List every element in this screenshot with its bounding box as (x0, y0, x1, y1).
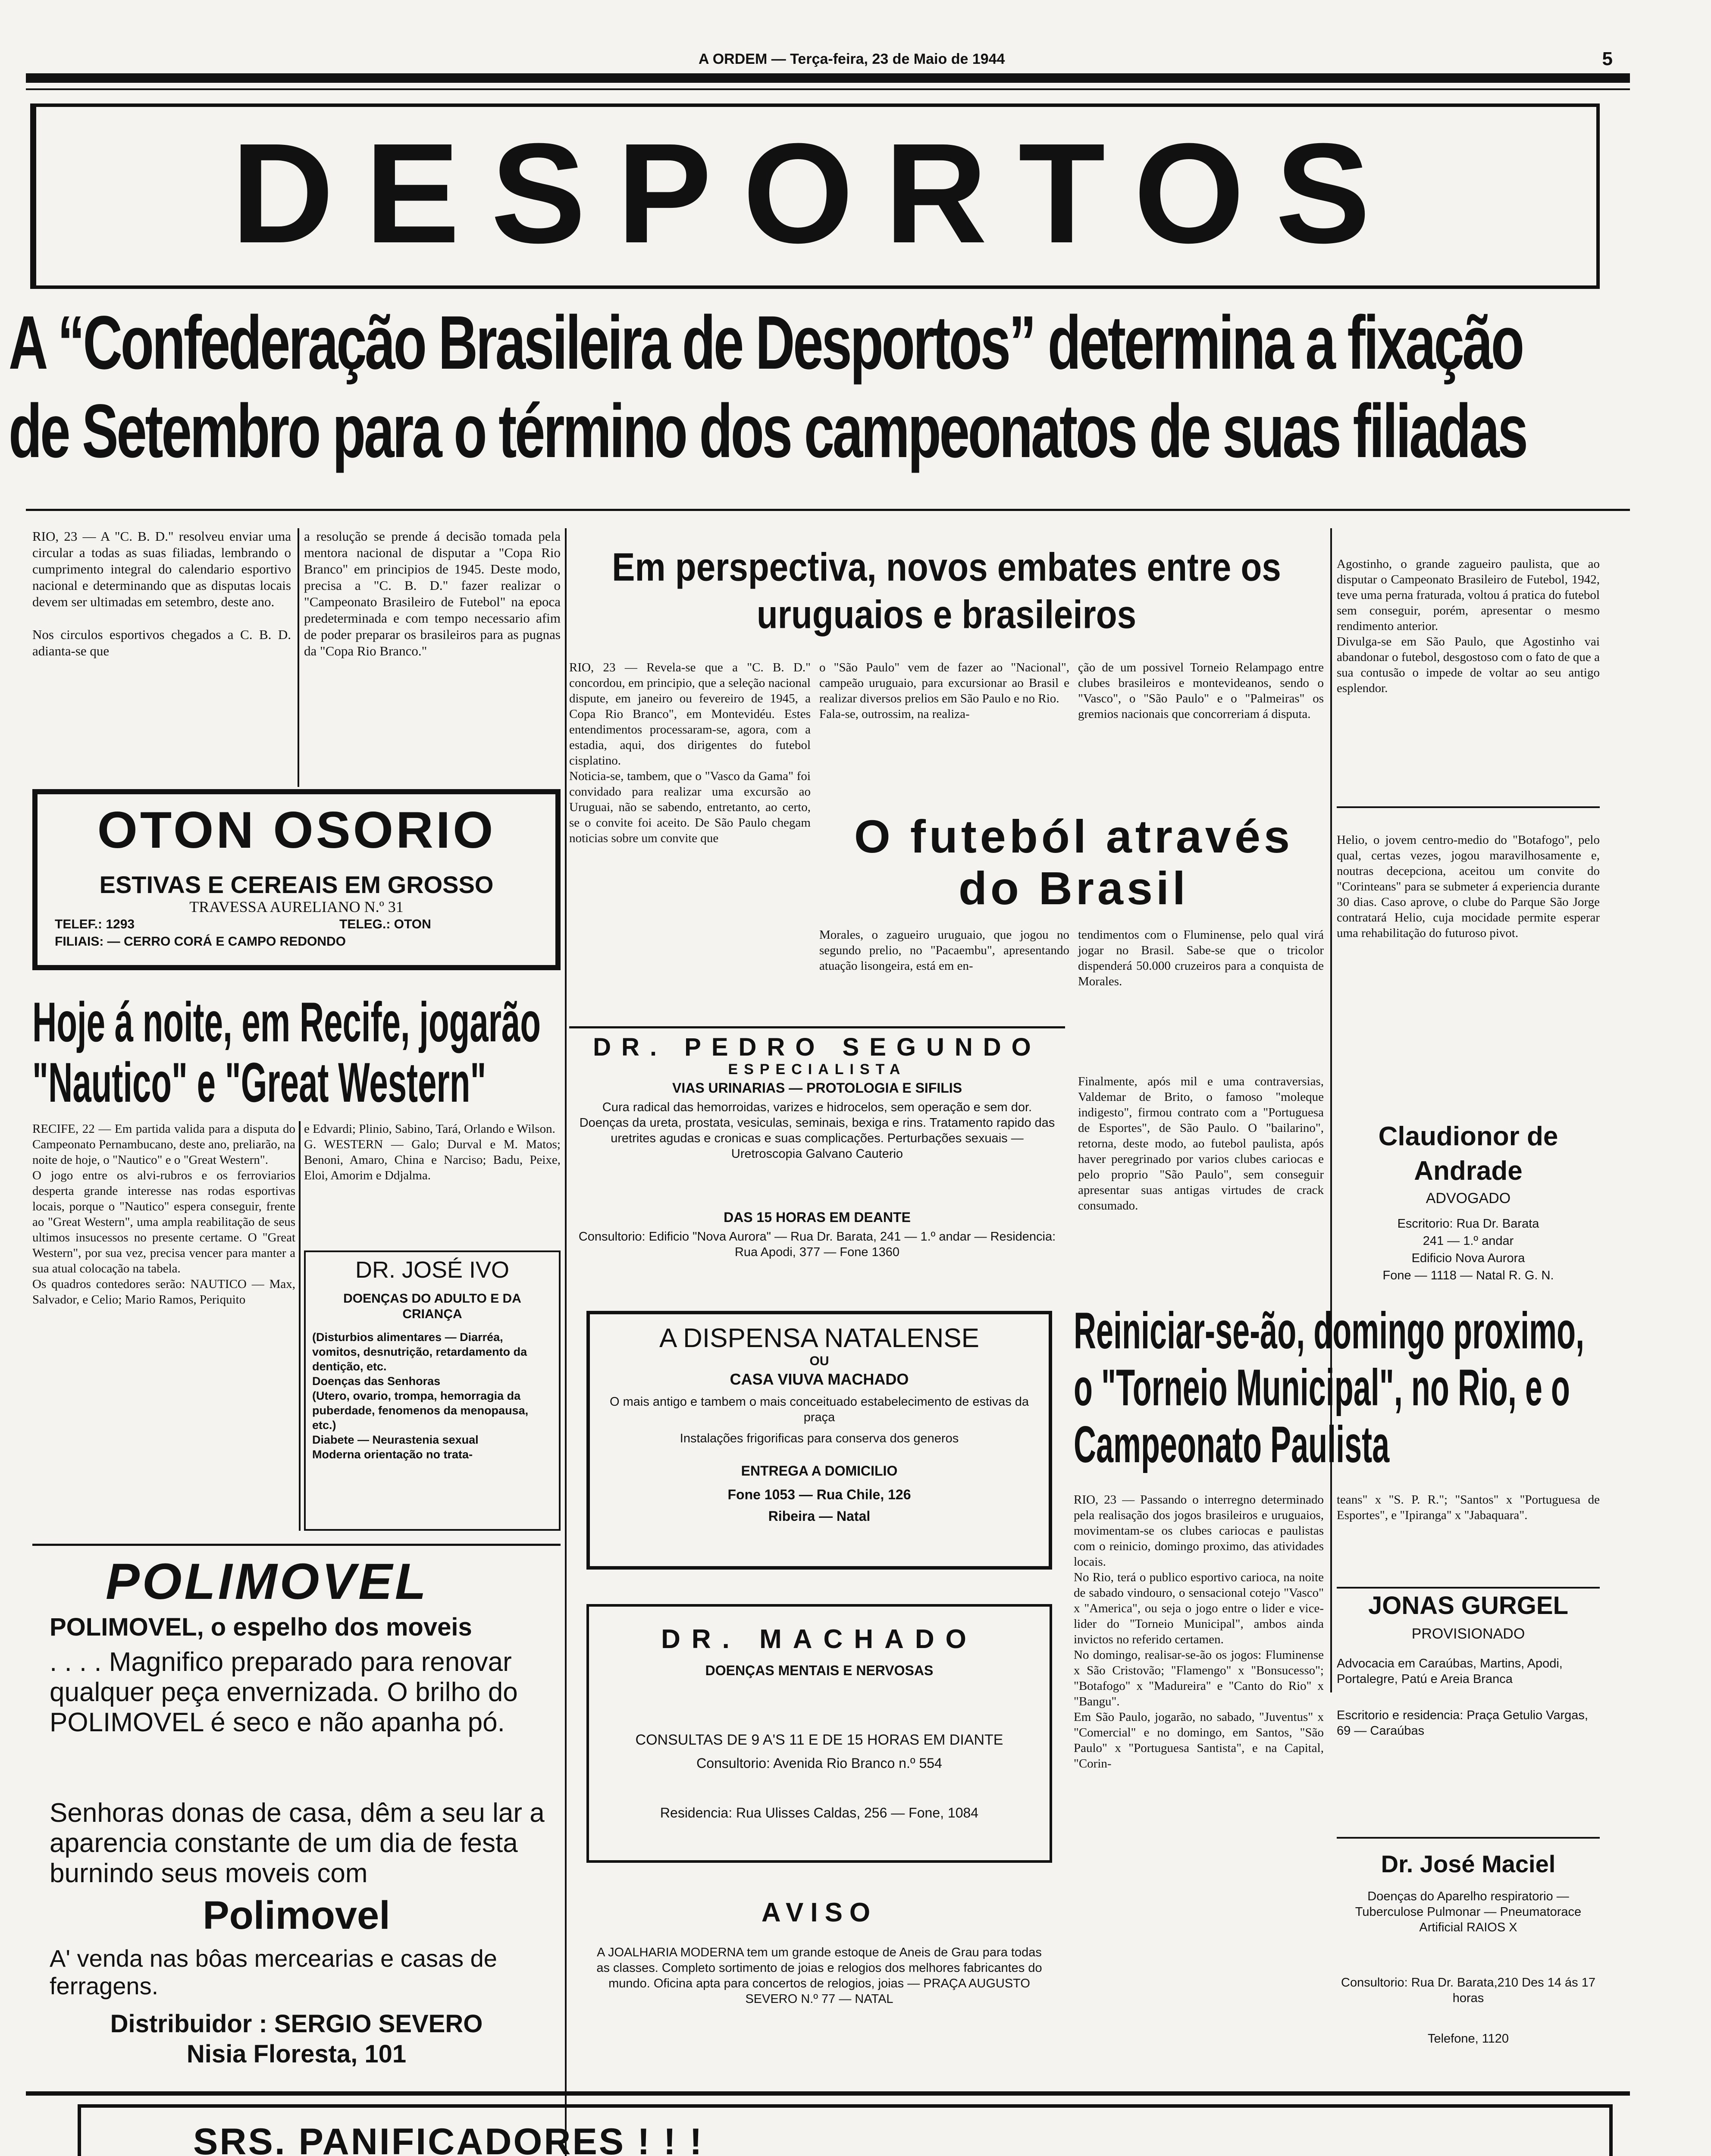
machado-consult: Consultorio: Avenida Rio Branco n.º 554 (696, 1755, 942, 1771)
mariposa-l1: SRS. PANIFICADORES ! ! ! (193, 2121, 704, 2156)
jonas-name: JONAS GURGEL (1368, 1592, 1569, 1620)
jose-ivo-specialty: DOENÇAS DO ADULTO E DA CRIANÇA (343, 1291, 521, 1321)
oton-osorio-ad (32, 789, 561, 970)
dispensa-title: A DISPENSA NATALENSE (659, 1323, 979, 1353)
agostinho-text: Agostinho, o grande zagueiro paulista, que ao disputar o Campeonato Brasileiro de Futebol, 1942, teve uma perna fraturada, voltou á pratica do futebol sem conseguir, porém, apresentar o mesmo rendimento anterior. Divulga-se em São Paulo, que Agostinho vai abandonar o futebol, desgostoso com o fato de que a sua contusão o impede de voltar ao seu antigo esplendor. (1337, 557, 1600, 695)
perspectiva-col1: RIO, 23 — Revela-se que a "C. B. D." concordou, em principio, que a seleção nacional dispute, em janeiro ou fevereiro de 1945, a Copa Rio Branco", em Montevidéu. Estes entendimentos processaram-se, agora, com a estadia, aqui, dos dirigentes do futebol cisplatino. Noticia-se, tambem, que o "Vasco da Gama" foi convidado para realizar uma excursão ao Uruguai, não se sabendo, entretanto, ao certo, se o convite foi aceito. De São Paulo chegam noticias sobre um convite que (569, 661, 811, 845)
jonas-ad (1337, 1591, 1600, 1807)
torneio-col1: RIO, 23 — Passando o interregno determinado pela realisação dos jogos brasileiros e uruguaios, movimentam-se os clubes cariocas e paulistas com o reinicio, domingo proximo, das atividades locais. No Rio, terá o publico esportivo carioca, na noite de sabado vindouro, o sensacional cotejo "Vasco" x "America", ou seja o jogo entre o lider e vice-lider do "Torneio Municipal", ambos ainda invictos no referido certamen. No domingo, realisar-se-ão os jogos: Fluminense x São Cristovão; "Flamengo" x "Bonsucesso"; "Botafogo" x "Madureira" e "Canto do Rio" x "Bangu". Em São Paulo, jogarão, no sabado, "Juventus" x "Comercial" e no domingo, em Santos, "São Paulo" x "Portuguesa Santista", e na Capital, "Corin- (1074, 1493, 1324, 1771)
oton-tel1: TELEF.: 1293 (55, 917, 135, 931)
pedro-hours: DAS 15 HORAS EM DEANTE (724, 1210, 911, 1225)
top-rule-thin (26, 88, 1630, 90)
pedro-name: DR. PEDRO SEGUNDO (593, 1033, 1041, 1061)
headline-line-2: de Setembro para o término dos campeonatos de suas filiadas (9, 389, 1526, 473)
helio-text: Helio, o jovem centro-medio do "Botafogo", pelo qual, certas vezes, jogou maravilhosamente e, noutras decepciona, aceitou um convite do "Corinteans" para se submeter á experiencia durante 30 dias. Caso aprove, o clube do Parque São Jorge contratará Helio, cuja mocidade permite esperar uma rehabilitação do futuroso pivot. (1337, 833, 1600, 940)
rule (1337, 1587, 1600, 1589)
dispensa-text2: Instalações frigorificas para conserva dos generos (680, 1432, 959, 1445)
oton-filiais: FILIAIS: — CERRO CORÁ E CAMPO REDONDO (55, 934, 346, 949)
jonas-title: PROVISIONADO (1411, 1626, 1525, 1642)
jonas-text: Advocacia em Caraúbas, Martins, Apodi, Portalegre, Patú e Areia Branca (1337, 1657, 1563, 1686)
pedro-consult: Consultorio: Edificio "Nova Aurora" — Rua Dr. Barata, 241 — 1.º andar — Residencia: Rua Apodi, 377 — Fone 1360 (578, 1230, 1056, 1259)
pedro-text: Cura radical das hemorroidas, varizes e hidrocelos, sem operação e sem dor. Doenças da ureta, prostata, vesiculas, seminais, bexiga e rins. Tratamento rapido das uretrites agudas e cronicas e suas complicações. Perturbações sexuais — Uretroscopia Galvano Cauterio (579, 1100, 1055, 1161)
maciel-ad (1337, 1841, 1600, 2070)
polimovel-title: POLIMOVEL (106, 1553, 429, 1610)
maciel-tel: Telefone, 1120 (1427, 2032, 1509, 2046)
polimovel-ad (32, 1548, 561, 2068)
claudionor-name2: Andrade (1414, 1156, 1523, 1186)
pedro-segundo-ad (569, 1033, 1065, 1291)
maciel-text: Doenças do Aparelho respiratorio — Tuberculose Pulmonar — Pneumatorace Artificial RAIOS X (1355, 1890, 1582, 1934)
machado-name: DR. MACHADO (661, 1624, 978, 1654)
maciel-name: Dr. José Maciel (1381, 1850, 1556, 1877)
perspectiva-col3: ção de um possivel Torneio Relampago entre clubes brasileiros e montevideanos, sendo o "Vasco", o "São Paulo" e o "Palmeiras" os gremios nacionais que concorreriam á disputa. (1078, 661, 1324, 721)
machado-spec: DOENÇAS MENTAIS E NERVOSAS (705, 1663, 934, 1678)
recife-col2: e Edvardi; Plinio, Sabino, Tará, Orlando e Wilson. G. WESTERN — Galo; Durval e M. Matos; Benoni, Amaro, China e Narciso; Badu, Peixe, Eloi, Amorim e Ddjalma. (304, 1122, 561, 1182)
top-rule (26, 73, 1630, 83)
dispensa-text4: Fone 1053 — Rua Chile, 126 (727, 1487, 911, 1502)
perspectiva-headline: Em perspectiva, novos embates entre os uruguaios e brasileiros (612, 545, 1281, 637)
column-rule (298, 528, 299, 787)
polimovel-text3: A' venda nas bôas mercearias e casas de ferragens. (50, 1945, 497, 1999)
pedro-sub2: VIAS URINARIAS — PROTOLOGIA E SIFILIS (672, 1080, 962, 1096)
running-head-text: A ORDEM — Terça-feira, 23 de Maio de 1944 (699, 51, 1005, 67)
torneio-headline: Reiniciar-se-ão, domingo proximo, o "Torneio Municipal", no Rio, e o Campeonato Paulista (1074, 1302, 1585, 1473)
page-number: 5 (1602, 48, 1613, 69)
jose-ivo-ad (304, 1250, 561, 1531)
maciel-consult: Consultorio: Rua Dr. Barata,210 Des 14 ás 17 horas (1341, 1976, 1595, 2005)
recife-headline: Hoje á noite, em Recife, jogarão "Nautico" e "Great Western" (32, 990, 541, 1114)
polimovel-brand: Polimovel (203, 1893, 390, 1937)
oton-line2: TRAVESSA AURELIANO N.º 31 (189, 898, 404, 915)
column-rule (299, 1121, 301, 1531)
rule (26, 2091, 1630, 2096)
oton-tel2: TELEG.: OTON (339, 917, 431, 931)
oton-line1: ESTIVAS E CEREAIS EM GROSSO (99, 871, 494, 898)
aviso-title: AVISO (761, 1898, 877, 1927)
futebol-col1: Morales, o zagueiro uruguaio, que jogou no segundo prelio, no "Pacaembu", apresentando atuação lisongeira, está em en- (819, 928, 1069, 973)
futebol-headline: O futeból através do Brasil (854, 810, 1294, 914)
recife-headline-box (32, 992, 561, 1121)
section-masthead (30, 103, 1600, 289)
polimovel-address: Nisia Floresta, 101 (186, 2040, 407, 2068)
machado-hours: CONSULTAS DE 9 A'S 11 E DE 15 HORAS EM DIANTE (635, 1732, 1003, 1748)
dispensa-text5: Ribeira — Natal (768, 1508, 871, 1524)
main-headline (9, 302, 1613, 483)
headline-rule (26, 509, 1630, 511)
dispensa-ou: OU (809, 1354, 829, 1368)
headline-line-1: A “Confederação Brasileira de Desportos” determina a fixação (9, 301, 1523, 385)
claudionor-l4: Fone — 1118 — Natal R. G. N. (1382, 1269, 1554, 1282)
cbd-article-col2: a resolução se prende á decisão tomada pela mentora nacional de disputar a "Copa Rio Branco" em principios de 1945. Deste modo, precisa a "C. B. D." fazer realizar o "Campeonato Brasileiro de Futebol" na epoca predeterminada e com tempo necessario afim de poder preparar os brasileiros para as pugnas da "Copa Rio Branco." (304, 529, 561, 658)
claudionor-ad (1337, 1104, 1600, 1285)
mariposa-ad (78, 2104, 1613, 2156)
machado-res: Residencia: Rua Ulisses Caldas, 256 — Fone, 1084 (660, 1805, 979, 1821)
polimovel-distrib: Distribuidor : SERGIO SEVERO (110, 2010, 483, 2038)
futebol-col2: tendimentos com o Fluminense, pelo qual virá jogar no Brasil. Sabe-se que o tricolor dispenderá 50.000 cruzeiros para a conquista de Morales. (1078, 928, 1324, 988)
rule (569, 1026, 1065, 1028)
claudionor-l3: Edificio Nova Aurora (1411, 1251, 1525, 1265)
running-head (26, 48, 1613, 69)
oton-name: OTON OSORIO (97, 801, 496, 859)
futebol-col3: Finalmente, após mil e uma contraversias, Valdemar de Brito, o famoso "moleque indigesto", firmou contrato com a "Portuguesa de Esportes", de São Paulo. O "bailarino", retorna, deste modo, ao futebol paulista, após haver peregrinado por varios clubes cariocas e pelo proprio "São Paulo", sem conseguir apresentar suas antigas virtudes de crack consumado. (1078, 1075, 1324, 1213)
polimovel-text1: . . . . Magnifico preparado para renovar qualquer peça envernizada. O brilho do POLIMOVEL é seco e não apanha pó. (50, 1647, 518, 1737)
aviso-ad (586, 1897, 1052, 2083)
jose-ivo-name: DR. JOSÉ IVO (355, 1257, 510, 1283)
masthead-title: DESPORTOS (231, 113, 1402, 273)
claudionor-name1: Claudionor de (1378, 1122, 1558, 1151)
pedro-sub1: ESPECIALISTA (728, 1061, 906, 1078)
torneio-headline-box (1074, 1302, 1595, 1492)
perspectiva-col2: o "São Paulo" vem de fazer ao "Nacional", campeão uruguaio, para excursionar ao Brasil e realizar diversos prelios em São Paulo e no Rio. Fala-se, outrossim, na realiza- (819, 661, 1069, 721)
claudionor-title: ADVOGADO (1426, 1190, 1511, 1206)
machado-ad (586, 1604, 1052, 1863)
rule (32, 1544, 561, 1546)
rule (1337, 1837, 1600, 1839)
polimovel-text2: Senhoras donas de casa, dêm a seu lar a aparencia constante de um dia de festa burnindo seus moveis com (50, 1798, 545, 1888)
torneio-col2: teans" x "S. P. R."; "Santos" x "Portuguesa de Esportes", e "Ipiranga" x "Jabaquara". (1337, 1493, 1600, 1522)
cbd-article-col1: RIO, 23 — A "C. B. D." resolveu enviar uma circular a todas as suas filiadas, lembrando o cumprimento integral do calendario esportivo nacional e determinando que as disputas locais devem ser ultimadas em setembro, deste ano. Nos circulos esportivos chegados a C. B. D. adianta-se que (32, 529, 291, 658)
polimovel-subtitle: POLIMOVEL, o espelho dos moveis (50, 1613, 472, 1641)
dispensa-text1: O mais antigo e tambem o mais conceituado estabelecimento de estivas da praça (609, 1395, 1029, 1424)
dispensa-ad (586, 1311, 1052, 1570)
dispensa-sub: CASA VIUVA MACHADO (730, 1370, 909, 1388)
claudionor-l2: 241 — 1.º andar (1423, 1234, 1514, 1248)
aviso-text: A JOALHARIA MODERNA tem um grande estoque de Aneis de Grau para todas as classes. Completo sortimento de joias e relogios dos melhores fabricantes do mundo. Oficina apta para concertos de relogios, joias — PRAÇA AUGUSTO SEVERO N.º 77 — NATAL (596, 1946, 1042, 2006)
claudionor-l1: Escritorio: Rua Dr. Barata (1397, 1217, 1539, 1231)
jose-ivo-text: (Disturbios alimentares — Diarréa, vomitos, desnutrição, retardamento da dentição, etc. Doenças das Senhoras (Utero, ovario, trompa, hemorragia da puberdade, fenomenos da menopausa, etc.) Diabete — Neurastenia sexual Moderna orientação no trata- (312, 1331, 529, 1461)
recife-col1: RECIFE, 22 — Em partida valida para a disputa do Campeonato Pernambucano, deste ano, preliarão, na noite de hoje, o "Nautico" e o "Great Western". O jogo entre os alvi-rubros e os ferroviarios desperta grande interesse nas rodas esportivas locais, porque o "Nautico" espera conseguir, frente ao "Great Western", uma ampla reabilitação de seus ultimos insucessos no presente certame. O "Great Western", por sua vez, precisa vencer para manter a sua atual colocação na tabela. Os quadros contedores serão: NAUTICO — Max, Salvador, e Celio; Mario Ramos, Periquito (32, 1122, 295, 1307)
column-rule (565, 528, 567, 2156)
rule (1337, 806, 1600, 808)
jonas-res: Escritorio e residencia: Praça Getulio Vargas, 69 — Caraúbas (1337, 1708, 1588, 1738)
column-rule (1330, 528, 1332, 1692)
dispensa-text3: ENTREGA A DOMICILIO (741, 1463, 898, 1479)
